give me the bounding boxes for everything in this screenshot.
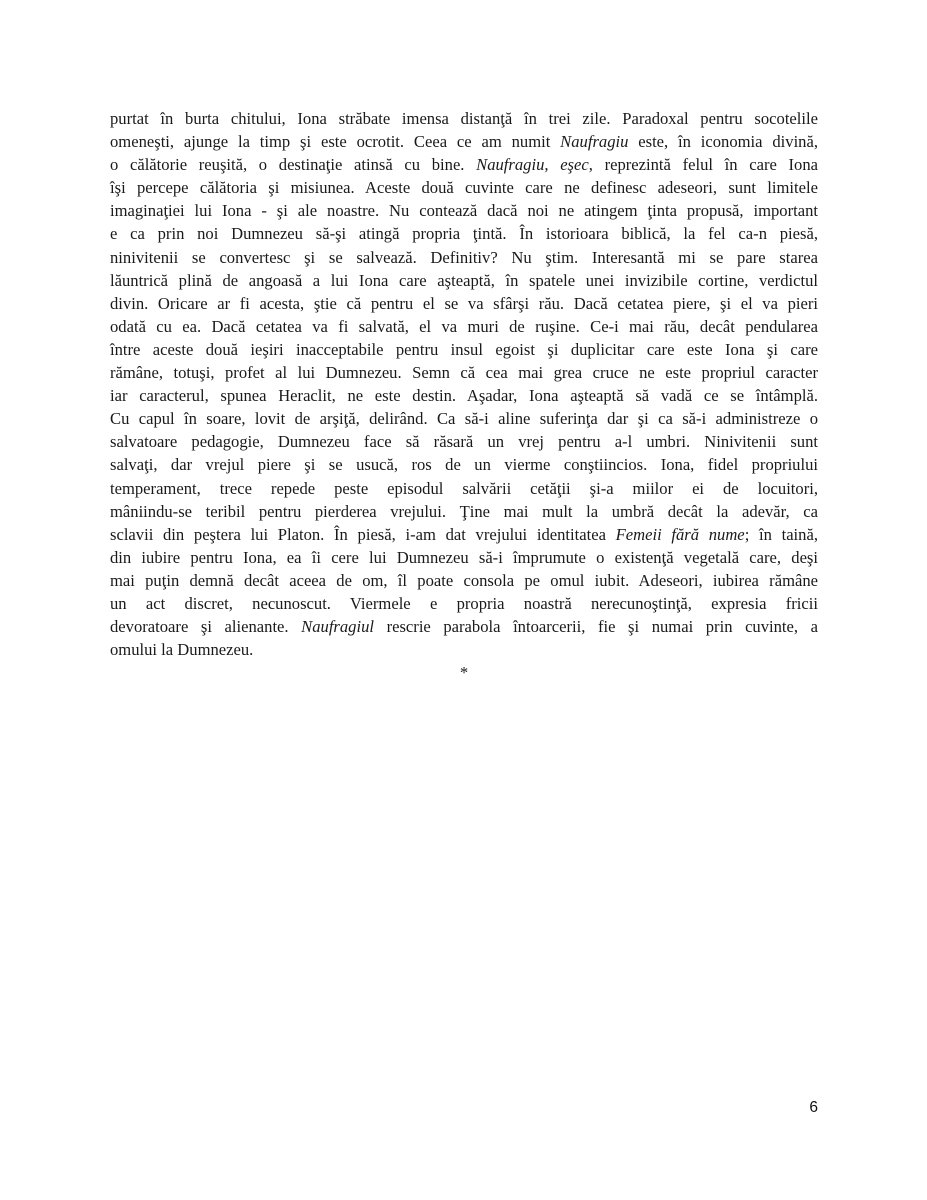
text-segment: omeneşti, ajunge la timp şi este ocrotit. Ceea ce am numit	[110, 132, 561, 152]
text-segment: odată cu ea. Dacă cetatea va fi salvată, el va muri de ruşine. Ce-i mai rău, decât pendularea	[110, 316, 818, 336]
text-segment: lăuntrică plină de angoasă a lui Iona care aşteaptă, în spatele unei invizibile cortine, verdictul	[110, 270, 818, 290]
text-segment: e ca prin noi Dumnezeu să-şi atingă propria ţintă. În istorioara biblică, la fel ca-n piesă,	[110, 224, 818, 244]
text-line	[110, 615, 818, 638]
italic-text-segment: Femeii fără nume	[615, 524, 745, 544]
text-segment: imaginaţiei lui Iona - şi ale noastre. Nu contează dacă noi ne atingem ţinta propusă, important	[110, 201, 818, 221]
text-line	[110, 523, 818, 546]
text-line	[110, 176, 818, 199]
text-segment: salvatoare pedagogie, Dumnezeu face să răsară un vrej pentru a-l umbri. Ninivitenii sunt	[110, 432, 818, 452]
text-segment: ; în taină,	[744, 524, 818, 544]
text-segment: rescrie parabola întoarcerii, fie şi numai prin cuvinte, a	[374, 617, 819, 637]
text-line	[110, 130, 818, 153]
text-segment: o călătorie reuşită, o destinaţie atinsă cu bine.	[110, 155, 477, 175]
text-line	[110, 477, 818, 500]
text-segment: omului la Dumnezeu.	[110, 640, 254, 660]
text-segment: divin. Oricare ar fi acesta, ştie că pentru el se va sfârşi rău. Dacă cetatea piere, şi el va pieri	[110, 293, 818, 313]
text-line	[110, 222, 818, 245]
section-separator: *	[459, 663, 469, 683]
italic-text-segment: Naufragiul	[301, 617, 374, 637]
text-segment: din iubire pentru Iona, ea îi cere lui Dumnezeu să-i împrumute o existenţă vegetală care, deşi	[110, 547, 818, 567]
text-segment: ninivitenii se convertesc şi se salvează. Definitiv? Nu ştim. Interesantă mi se pare starea	[110, 247, 818, 267]
text-segment: Cu capul în soare, lovit de arşiţă, delirând. Ca să-i aline suferinţa dar şi ca să-i administreze o	[110, 409, 818, 429]
text-segment: salvaţi, dar vrejul piere şi se usucă, ros de un vierme conştiincios. Iona, fidel propriului	[110, 455, 818, 475]
text-segment: rămâne, totuşi, profet al lui Dumnezeu. Semn că cea mai grea cruce ne este propriul caracter	[110, 363, 818, 383]
text-line	[110, 246, 818, 269]
text-segment: este, în iconomia divină,	[628, 132, 818, 152]
text-segment: purtat în burta chitului, Iona străbate imensa distanţă în trei zile. Paradoxal pentru socotelile	[110, 109, 818, 128]
text-segment: între aceste două ieşiri inacceptabile pentru insul egoist şi duplicitar care este Iona şi care	[110, 339, 818, 359]
text-line	[110, 199, 818, 222]
text-line	[110, 453, 818, 476]
page-number: 6	[809, 1099, 818, 1116]
text-line	[110, 292, 818, 315]
text-segment: temperament, trece repede peste episodul salvării cetăţii şi-a miilor ei de locuitori,	[110, 478, 818, 498]
text-line	[110, 592, 818, 615]
text-segment: , reprezintă felul în care Iona	[588, 155, 819, 175]
text-segment: mai puţin demnă decât aceea de om, îl poate consola pe omul iubit. Adeseori, iubirea rămâne	[110, 570, 818, 590]
italic-text-segment: Naufragiu	[560, 132, 629, 152]
text-segment: mâniindu-se teribil pentru pierderea vrejului. Ţine mai mult la umbră decât la adevăr, ca	[110, 501, 818, 521]
text-line	[110, 546, 818, 569]
text-line	[110, 107, 818, 130]
text-line	[110, 269, 818, 292]
paragraph	[110, 107, 818, 661]
text-segment: sclavii din peştera lui Platon. În piesă, i-am dat vrejului identitatea	[110, 524, 616, 544]
text-line	[110, 338, 818, 361]
text-line	[110, 407, 818, 430]
text-line	[110, 430, 818, 453]
text-segment: îşi percepe călătoria şi misiunea. Aceste două cuvinte care ne definesc adeseori, sunt limitele	[110, 178, 818, 198]
text-line	[110, 315, 818, 338]
text-line	[110, 361, 818, 384]
text-segment: un act discret, necunoscut. Viermele e propria noastră nerecunoştinţă, expresia fricii	[110, 593, 818, 613]
body-text	[110, 107, 818, 684]
italic-text-segment: Naufragiu, eşec	[476, 155, 589, 175]
text-segment: iar caracterul, spunea Heraclit, ne este destin. Aşadar, Iona aşteaptă să vadă ce se întâmplă.	[110, 386, 818, 406]
text-segment: devoratoare şi alienante.	[110, 617, 302, 637]
text-line	[110, 384, 818, 407]
text-line	[110, 500, 818, 523]
text-line	[110, 569, 818, 592]
text-line	[110, 153, 818, 176]
